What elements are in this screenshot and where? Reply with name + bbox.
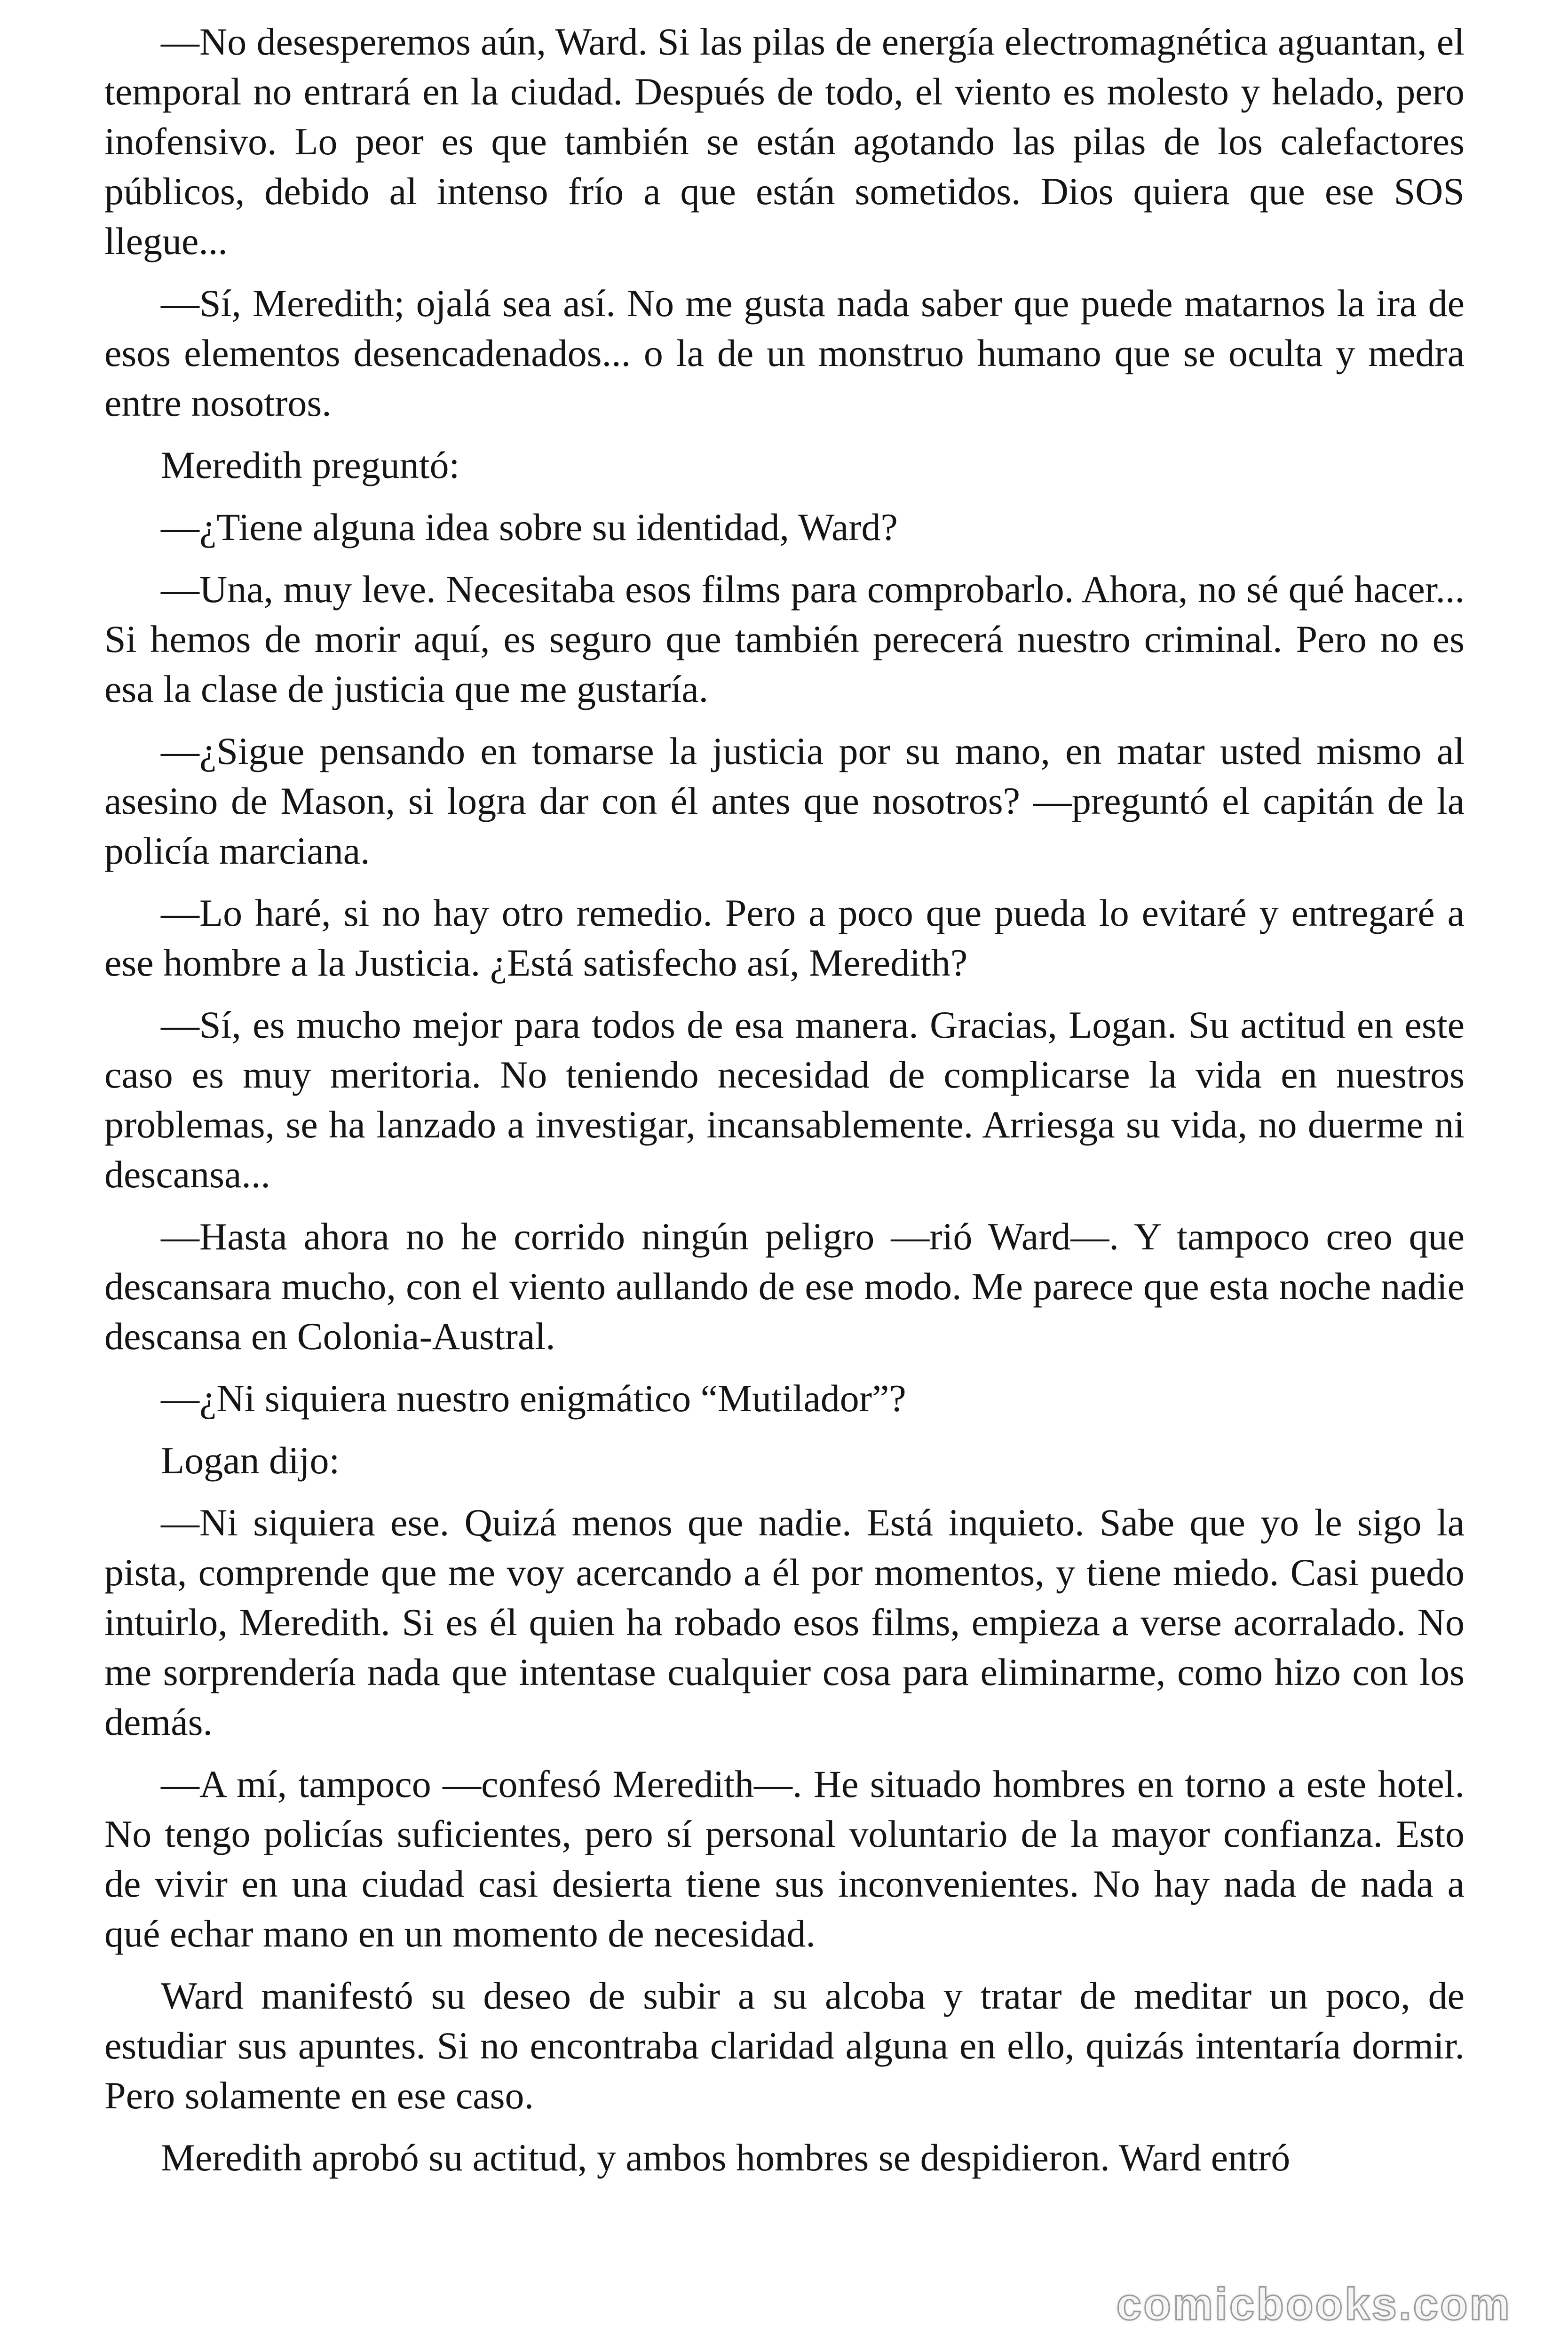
paragraph-2: —Sí, Meredith; ojalá sea así. No me gusta nada saber que puede matarnos la ira de esos elementos desencadenados... o la de un monstruo humano que se oculta y medra entre nosotros.	[104, 282, 1465, 424]
paragraph-8: —Sí, es mucho mejor para todos de esa manera. Gracias, Logan. Su actitud en este caso es muy meritoria. No teniendo necesidad de complicarse la vida en nuestros problemas, se ha lanzado a investigar, incansablemente. Arriesga su vida, no duerme ni descansa...	[104, 1003, 1465, 1196]
paragraph-13: —A mí, tampoco —confesó Meredith—. He situado hombres en torno a este hotel. No tengo policías suficientes, pero sí personal voluntario de la mayor confianza. Esto de vivir en una ciudad casi desierta tiene sus inconvenientes. No hay nada de nada a qué echar mano en un momento de necesidad.	[104, 1763, 1465, 1955]
paragraph-12: —Ni siquiera ese. Quizá menos que nadie. Está inquieto. Sabe que yo le sigo la pista, comprende que me voy acercando a él por momentos, y tiene miedo. Casi puedo intuirlo, Meredith. Si es él quien ha robado esos films, empieza a verse acorralado. No me sorprendería nada que intentase cualquier cosa para eliminarme, como hizo con los demás.	[104, 1501, 1465, 1743]
paragraph-4: —¿Tiene alguna idea sobre su identidad, Ward?	[161, 506, 898, 548]
paragraph-15: Meredith aprobó su actitud, y ambos hombres se despidieron. Ward entró	[161, 2136, 1291, 2179]
paragraph-11: Logan dijo:	[161, 1439, 340, 1482]
paragraph-10: —¿Ni siquiera nuestro enigmático “Mutilador”?	[161, 1377, 906, 1420]
watermark-logo: comicbooks.com	[1116, 2279, 1512, 2329]
paragraph-5: —Una, muy leve. Necesitaba esos films para comprobarlo. Ahora, no sé qué hacer... Si hemos de morir aquí, es seguro que también perecerá nuestro criminal. Pero no es esa la clase de justicia que me gustaría.	[104, 568, 1465, 710]
paragraph-1: —No desesperemos aún, Ward. Si las pilas de energía electromagnética aguantan, el temporal no entrará en la ciudad. Después de todo, el viento es molesto y helado, pero inofensivo. Lo peor es que también se están agotando las pilas de los calefactores públicos, debido al intenso frío a que están sometidos. Dios quiera que ese SOS llegue...	[104, 20, 1465, 262]
paragraph-3: Meredith preguntó:	[161, 444, 460, 486]
page-text	[104, 17, 1465, 2195]
paragraph-6: —¿Sigue pensando en tomarse la justicia por su mano, en matar usted mismo al asesino de Mason, si logra dar con él antes que nosotros? —preguntó el capitán de la policía marciana.	[104, 730, 1465, 872]
paragraph-14: Ward manifestó su deseo de subir a su alcoba y tratar de meditar un poco, de estudiar sus apuntes. Si no encontraba claridad alguna en ello, quizás intentaría dormir. Pero solamente en ese caso.	[104, 1974, 1465, 2117]
paragraph-9: —Hasta ahora no he corrido ningún peligro —rió Ward—. Y tampoco creo que descansara mucho, con el viento aullando de ese modo. Me parece que esta noche nadie descansa en Colonia-Austral.	[104, 1215, 1465, 1358]
paragraph-7: —Lo haré, si no hay otro remedio. Pero a poco que pueda lo evitaré y entregaré a ese hombre a la Justicia. ¿Está satisfecho así, Meredith?	[104, 891, 1465, 984]
